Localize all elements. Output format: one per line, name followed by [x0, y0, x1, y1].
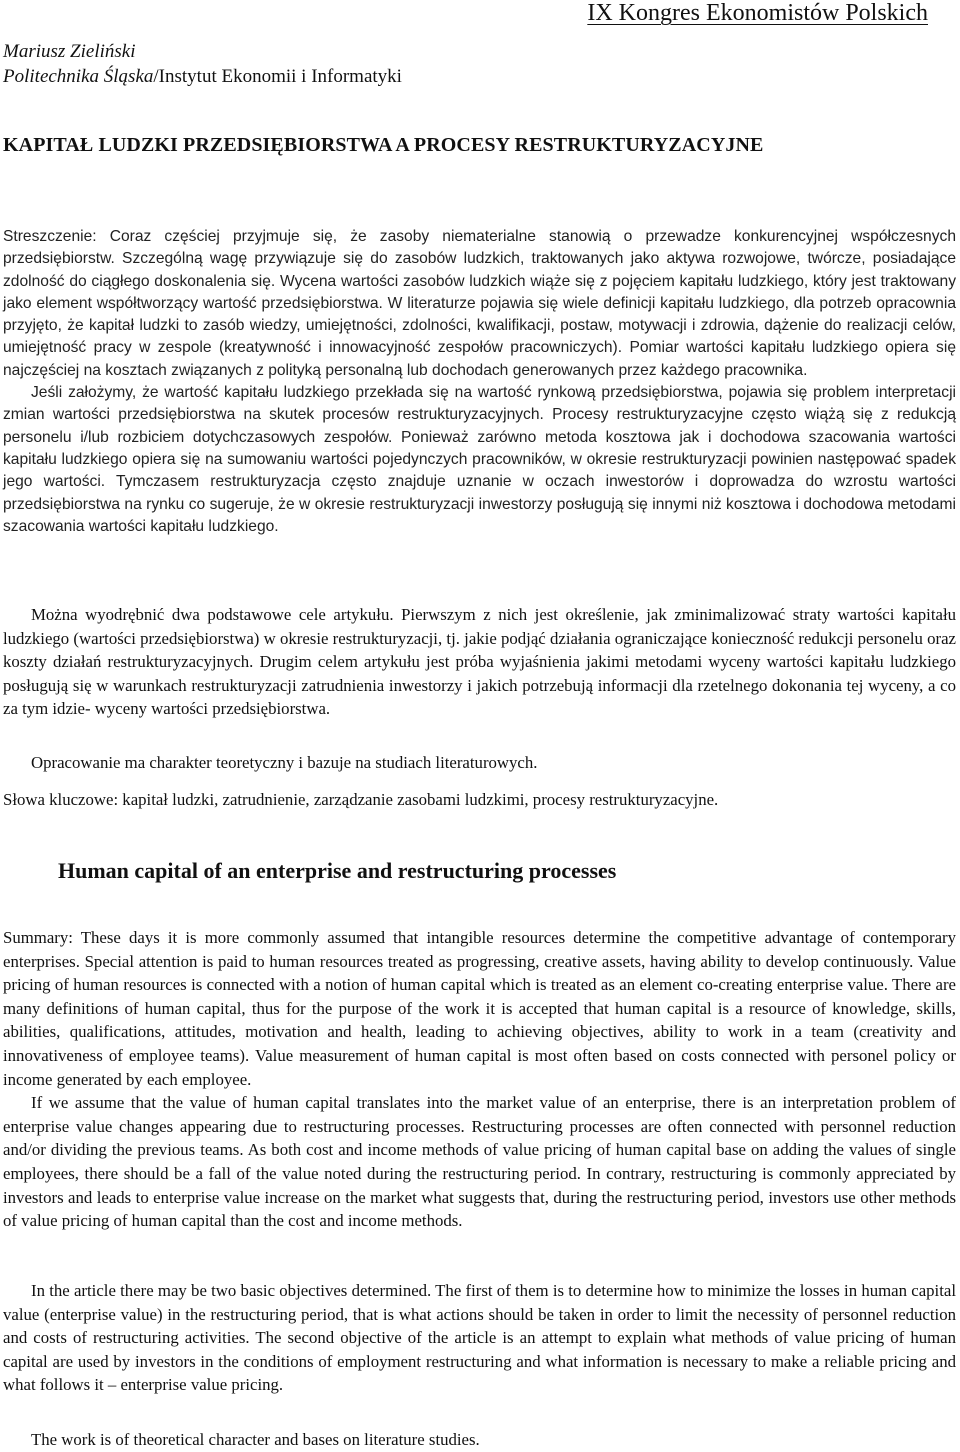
summary-en-paragraph-1: Summary: These days it is more commonly assumed that intangible resources determine the competitive advantage of contemporary enterprises. Special attention is paid to human resources treated as progressing, creative assets, having ability to develop continuously. Value pricing of human resources is connected with a notion of human capital which is treated as an element co-creating enterprise value. There are many definitions of human capital, thus for the purpose of the work it is accepted that human capital is a resource of knowledge, skills, abilities, qualifications, attitudes, motivation and health, leading to achieving objectives, ability to work in a team (creativity and innovativeness of employee teams). Value measurement of human capital is most often based on costs connected with personel policy or income generated by each employee.	[3, 928, 956, 1089]
paper-title-pl: KAPITAŁ LUDZKI PRZEDSIĘBIORSTWA A PROCESY RESTRUKTURYZACYJNE	[3, 134, 764, 156]
objectives-pl-paragraph: Można wyodrębnić dwa podstawowe cele artykułu. Pierwszym z nich jest określenie, jak zminimalizować straty wartości kapitału ludzkiego (wartości przedsiębiorstwa) w okresie restrukturyzacji, tj. jakie podjąć działania ograniczające konieczność redukcji personelu oraz koszty działań restrukturyzacyjnych. Drugim celem artykułu jest próba wyjaśnienia jakimi metodami wyceny wartości kapitału ludzkiego posługują się w warunkach restrukturyzacji zatrudnienia inwestorzy i jakich potrzebują informacji dla rzetelnego dokonania tej wyceny, a co za tym idzie- wyceny wartości przedsiębiorstwa.	[3, 605, 956, 718]
keywords-pl	[3, 788, 956, 812]
objectives-en-paragraph: In the article there may be two basic objectives determined. The first of them is to determine how to minimize the losses in human capital value (enterprise value) in the restructuring period, that is what actions should be taken in order to limit the necessity of personnel reduction and costs of restructuring activities. The second objective of the article is an attempt to explain what methods of value pricing of human capital are used by investors in the conditions of employment restructuring and what information is necessary to make a reliable pricing and what follows it – enterprise value pricing.	[3, 1281, 956, 1394]
author-block	[3, 39, 402, 89]
paper-title-en: Human capital of an enterprise and restructuring processes	[58, 858, 617, 883]
summary-en	[3, 926, 956, 1233]
objectives-en	[3, 1279, 956, 1397]
affiliation-university: Politechnika Śląska	[3, 66, 154, 87]
keywords-pl-text: Słowa kluczowe: kapitał ludzki, zatrudnienie, zarządzanie zasobami ludzkimi, procesy restrukturyzacyjne.	[3, 790, 719, 809]
abstract-pl	[3, 226, 956, 538]
abstract-pl-paragraph-1: Streszczenie: Coraz częściej przyjmuje się, że zasoby niematerialne stanowią o przewadze konkurencyjnej współczesnych przedsiębiorstw. Szczególną wagę przywiązuje się do zasobów ludzkich, traktowanych jako aktywa rozwojowe, twórcze, posiadające zdolność do ciągłego doskonalenia się. Wycena wartości zasobów ludzkich wiąże się z pojęciem kapitału ludzkiego, który jest traktowany jako element współtworzący wartość przedsiębiorstwa. W literaturze pojawia się wiele definicji kapitału ludzkiego, dla potrzeb opracownia przyjęto, że kapitał ludzki to zasób wiedzy, umiejętności, zdolności, kwalifikacji, postaw, motywacji i zdrowia, dążenie do realizacji celów, umiejętność pracy w zespole (kreatywność i innowacyjność zespołów pracowniczych). Pomiar wartości kapitału ludzkiego opiera się najczęściej na kosztach związanych z polityką personalną lub dochodach generowanych przez każdego pracownika.	[3, 228, 956, 379]
author-affiliation	[3, 64, 402, 89]
theory-note-en-text: The work is of theoretical character and bases on literature studies.	[31, 1430, 480, 1449]
theory-note-pl-text: Opracowanie ma charakter teoretyczny i bazuje na studiach literaturowych.	[31, 753, 538, 772]
congress-title: IX Kongres Ekonomistów Polskich	[587, 0, 928, 26]
author-name: Mariusz Zieliński	[3, 41, 136, 62]
summary-en-paragraph-2: If we assume that the value of human capital translates into the market value of an enterprise, there is an interpretation problem of enterprise value changes appearing due to restructuring processes. Restructuring processes are often connected with personnel reduction and/or dividing the previous teams. As both cost and income methods of value pricing of human capital base on adding the values of single employees, there should be a fall of the value noted during the restructuring period. In contrary, restructuring is commonly appreciated by investors and leads to enterprise value increase on the market what suggests that, during the restructuring period, investors use other methods of value pricing of human capital than the cost and income methods.	[3, 1093, 956, 1231]
page-header	[0, 0, 960, 30]
theory-note-pl	[3, 751, 956, 775]
objectives-pl	[3, 603, 956, 721]
abstract-pl-paragraph-2: Jeśli założymy, że wartość kapitału ludzkiego przekłada się na wartość rynkową przedsiębiorstwa, pojawia się problem interpretacji zmian wartości przedsiębiorstwa na skutek procesów restrukturyzacyjnych. Procesy restrukturyzacyjne często wiążą się z redukcją personelu i/lub rozbiciem dotychczasowych zespołów. Ponieważ zarówno metoda kosztowa jak i dochodowa szacowania wartości kapitału ludzkiego opiera się na sumowaniu wartości pojedynczych pracowników, w okresie restrukturyzacji powinien następować spadek jego wartości. Tymczasem restrukturyzacja często znajduje uznanie w oczach inwestorów i doprowadza do wzrostu wartości przedsiębiorstwa na rynku co sugeruje, że w okresie restrukturyzacji inwestorzy posługują się innymi niż kosztowa i dochodowa metodami szacowania wartości kapitału ludzkiego.	[3, 384, 956, 535]
affiliation-institute: /Instytut Ekonomii i Informatyki	[153, 66, 402, 87]
